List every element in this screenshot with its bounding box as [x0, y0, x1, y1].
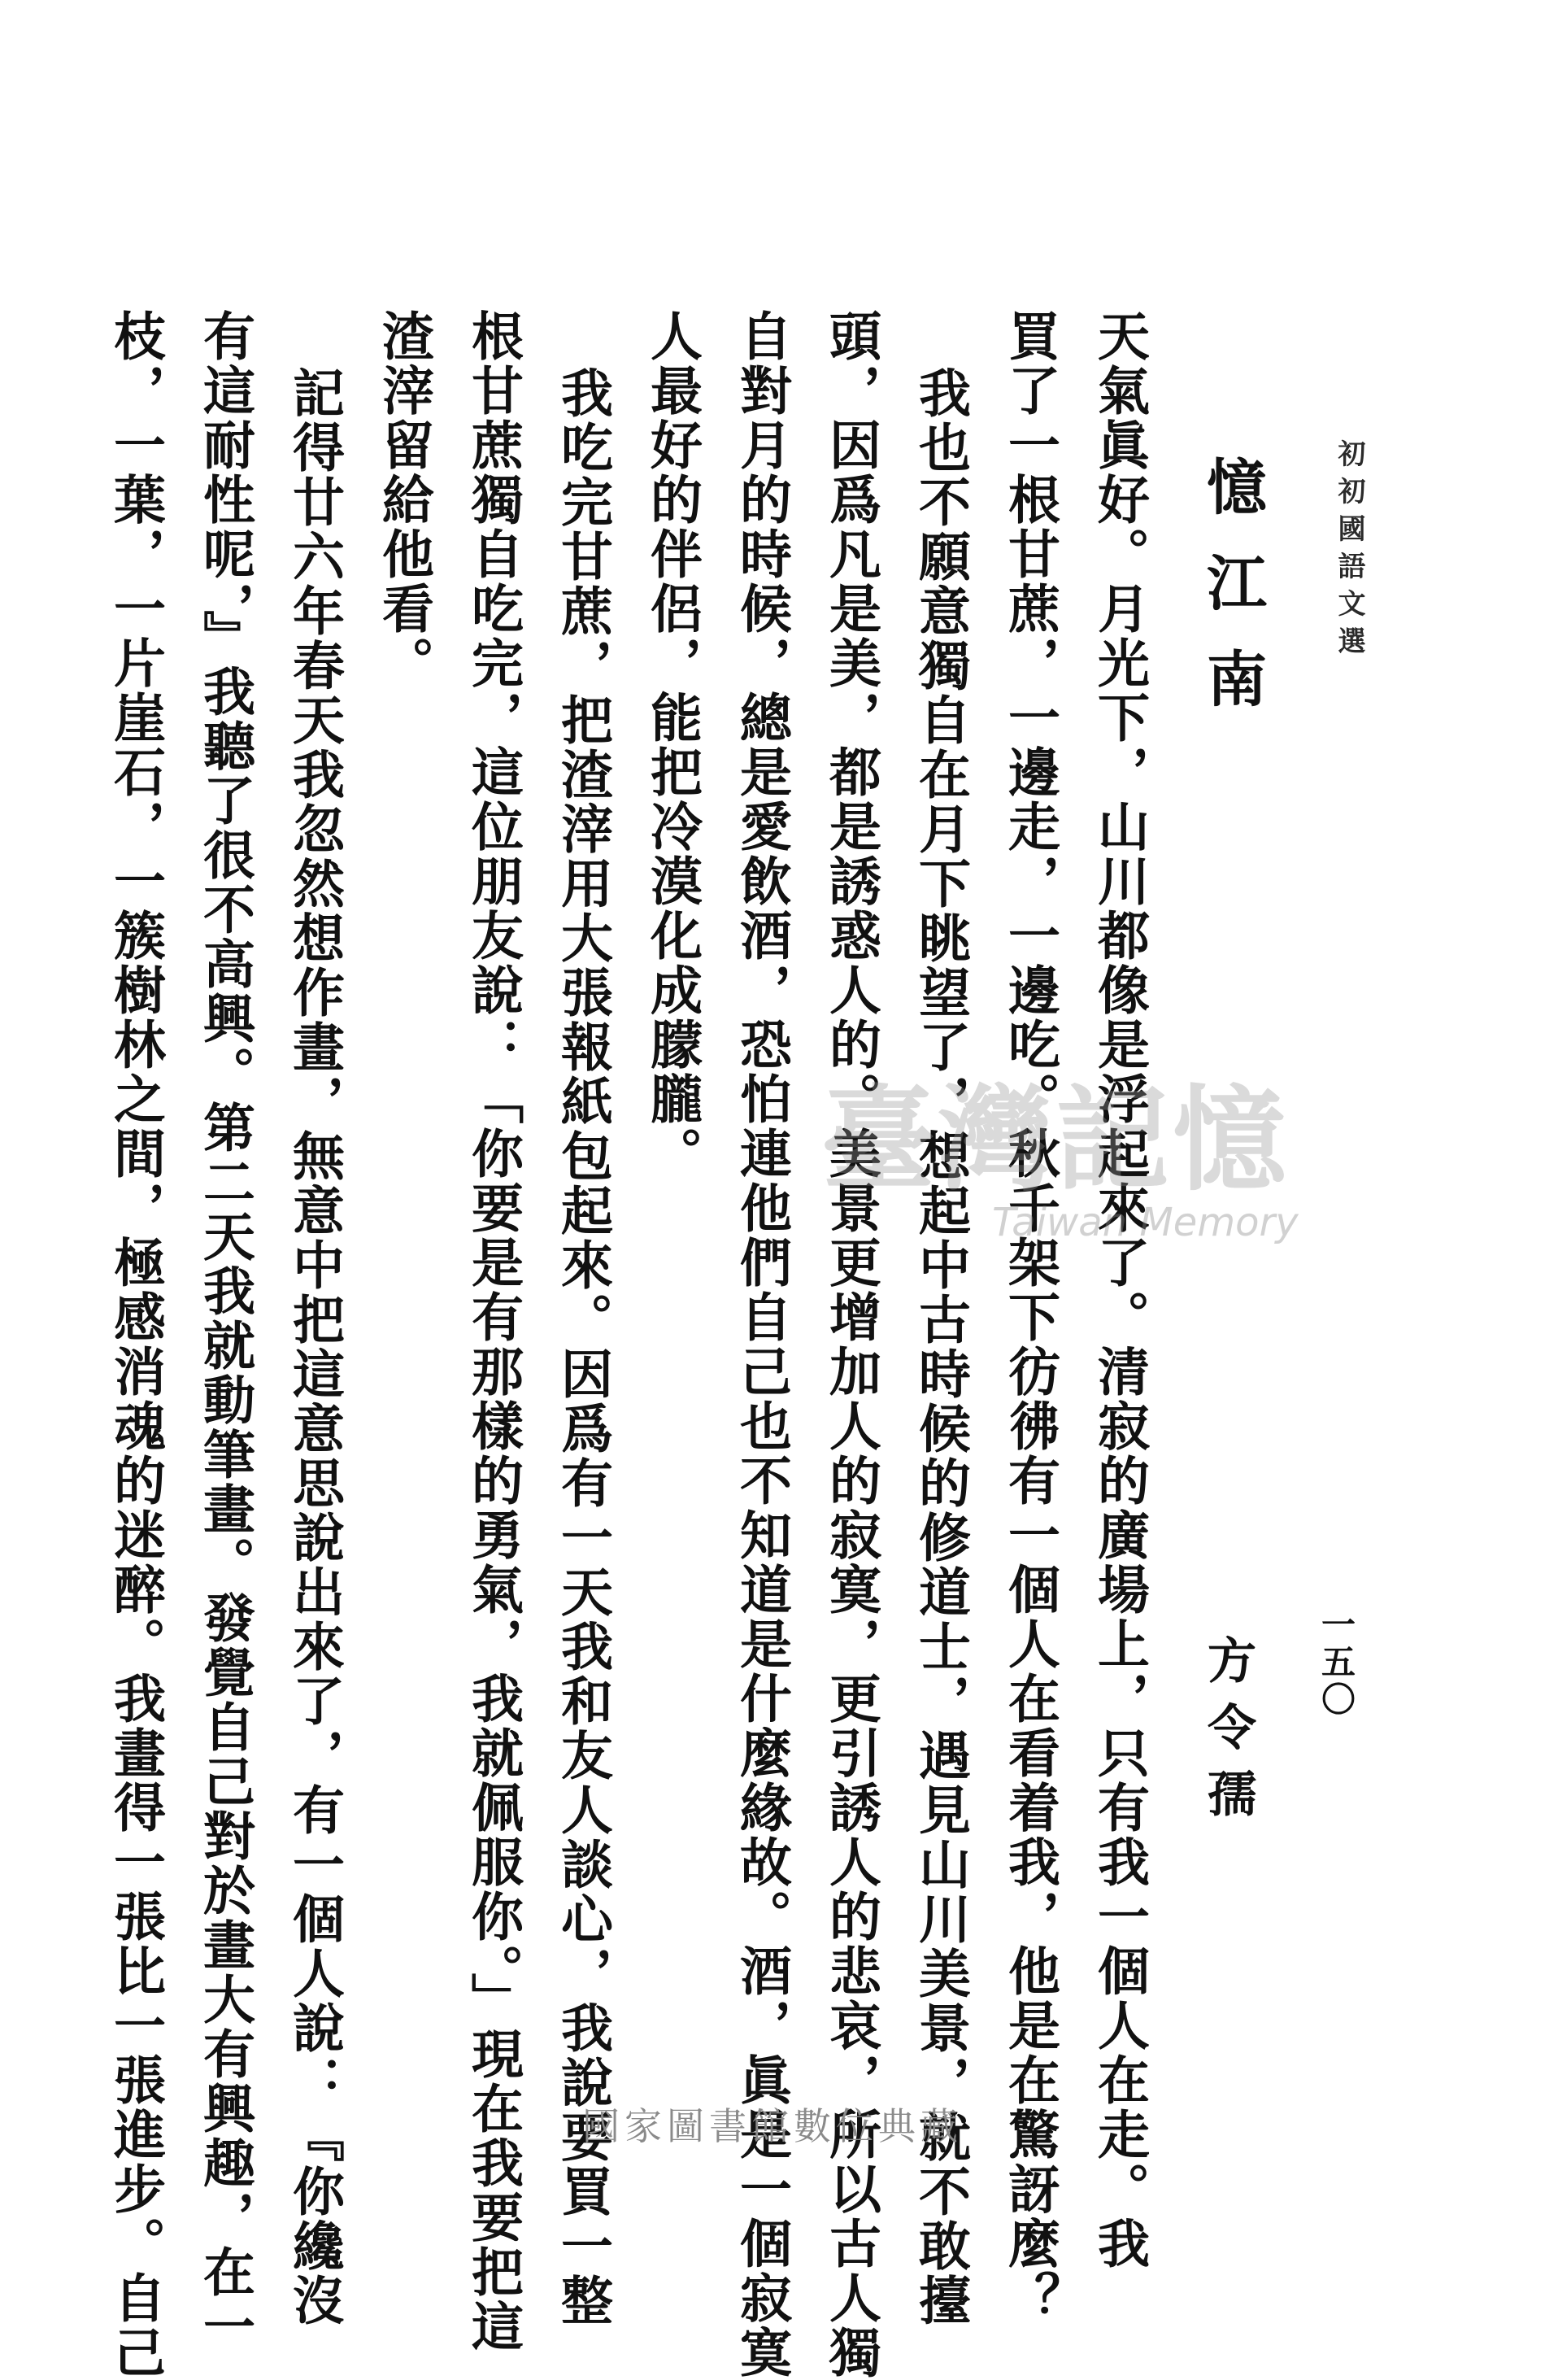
- footer-credit: 國家圖書館數位典藏: [582, 2104, 963, 2148]
- body-column-6: 人最好的伴侶，能把冷漠化成朦朧。: [642, 309, 703, 1181]
- body-column-12: 枝，一葉，一片崖石，一簇樹林之間，極感消魂的迷醉。我畫得一張比一張進步。自己: [105, 309, 166, 2380]
- essay-title: 憶江南: [1197, 456, 1267, 743]
- body-column-9: 渣滓留給他看。: [373, 309, 434, 691]
- watermark-latin: Taiwan Memory: [992, 1200, 1299, 1245]
- page-number: 一五〇: [1317, 1606, 1356, 1719]
- body-column-3: 我也不願意獨自在月下眺望了，想起中古時候的修道士，遇見山川美景，就不敢擡: [910, 366, 971, 2328]
- body-column-2: 買了一根甘蔗，一邊走，一邊吃。秋千架下彷彿有一個人在看着我，他是在驚訝麼？: [999, 309, 1060, 2326]
- watermark: [821, 1049, 1325, 1261]
- watermark-chars: 臺灣記憶: [821, 1074, 1290, 1207]
- body-column-5: 自對月的時候，總是愛飲酒，恐怕連他們自己也不知道是什麼緣故。酒，眞是一個寂寞: [731, 309, 792, 2380]
- body-column-11: 有這耐性呢，』我聽了很不高興。第二天我就動筆畫。發覺自己對於畫大有興趣，在一: [194, 309, 255, 2354]
- body-column-1: 天氣眞好。月光下，山川都像是浮起來了。清寂的廣場上，只有我一個人在走。我: [1089, 309, 1150, 2271]
- body-column-10: 記得廿六年春天我忽然想作畫，無意中把這意思說出來了，有一個人說：『你纔沒: [284, 366, 345, 2328]
- body-column-7: 我吃完甘蔗，把渣滓用大張報紙包起來。因爲有一天我和友人談心，我說要買一整: [552, 366, 613, 2328]
- body-column-8: 根甘蔗獨自吃完，這位朋友說：「你要是有那樣的勇氣，我就佩服你。」現在我要把這: [463, 309, 524, 2354]
- body-column-4: 頭，因爲凡是美，都是誘惑人的。美景更增加人的寂寞，更引誘人的悲哀，所以古人獨: [820, 309, 881, 2380]
- essay-author: 方令孺: [1199, 1635, 1256, 1835]
- running-head: 初初國語文選: [1333, 439, 1365, 664]
